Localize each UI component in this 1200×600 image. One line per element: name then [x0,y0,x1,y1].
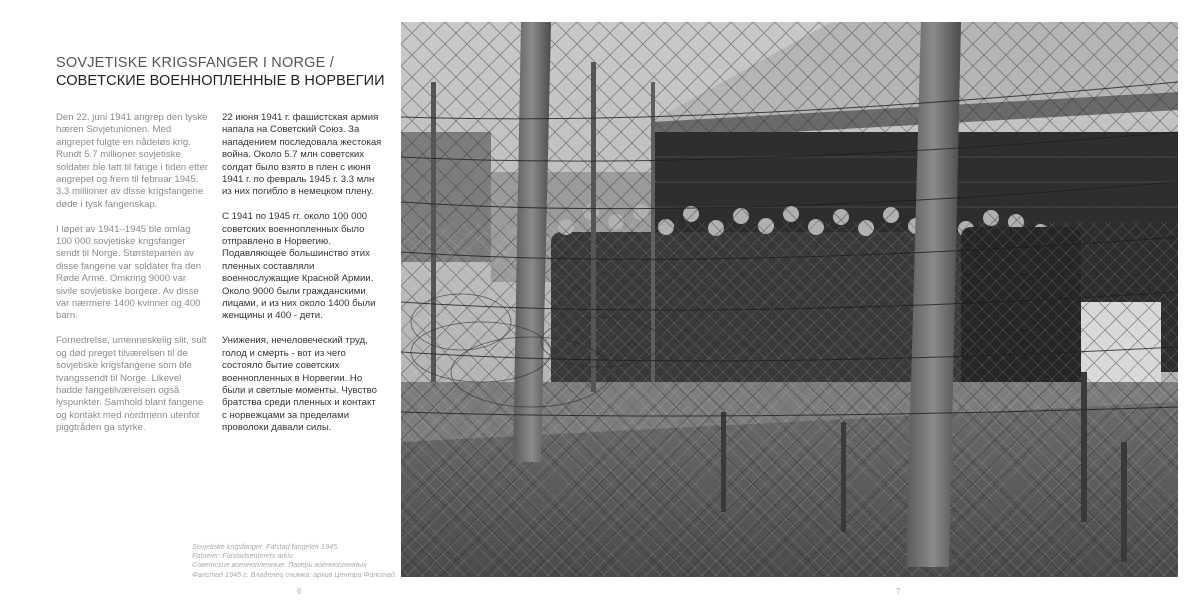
russian-text-column [222,112,382,447]
caption-line: Sovjetiske krigsfanger. Falstad fangeleir 1945. [192,542,340,551]
norwegian-paragraph: Fornedrelse, umenneskelig slit, sult og død preget tilværelsen til de sovjetiske krigsfangene som ble tvangssendt til Norge. Likevel hadde fangetilværelsen også lyspunkter. Samhold blant fangene og kontakt med nordmenn utenfor piggtråden ga styrke. [56,335,207,434]
norwegian-paragraph: Den 22. juni 1941 angrep den tyske hæren Sovjetunionen. Med angrepet fulgte en nådeløs krig. Rundt 5.7 millioner sovjetiske soldater ble tatt til fange i tiden etter angrepet og frem til februar 1945. 3.3 millioner av disse krigsfangene døde i tysk fangenskap. [56,112,208,210]
russian-paragraph: Унижения, нечеловеческий труд, голод и смерть - вот из чего состояло бытие советских военнопленных в Норвегии. Но были и светлые моменты. Чувство братства среди пленных и контакт с норвежцами за пределами проволоки давали силы. [222,335,377,434]
photo-caption [192,542,397,579]
russian-paragraph: С 1941 по 1945 гг. около 100 000 советских военнопленных было отправлено в Норвегию. Подавляющее большинство этих пленных составляли военнослужащие Красной Армии. Около 9000 были гражданскими лицами, и из них около 1400 были женщины и 400 - дети. [222,211,376,322]
title-norwegian: SOVJETISKE KRIGSFANGER I NORGE / [56,55,334,71]
caption-line: Fotoeier: Falstadsenterets arkiv. [192,551,295,561]
caption-line: Фалстад 1945 г. Владелец снимка: архив Центра Фалстад. [192,569,397,579]
page-title [56,54,396,90]
caption-line: Советские военнопленные. Лагерь военнопленных [192,560,367,570]
norwegian-text-column [56,112,208,447]
page-number-left: 6 [297,587,302,596]
prisoners-behind-barbed-wire-photo [401,22,1178,577]
russian-paragraph: 22 июня 1941 г. фашистская армия напала на Советский Союз. За нападением последовала жестокая война. Около 5.7 млн советских солдат было взято в плен с июня 1941 г. по февраль 1945 г. 3.3 млн из них погибло в немецком плену. [222,112,382,198]
title-russian: СОВЕТСКИЕ ВОЕННОПЛЕННЫЕ В НОРВЕГИИ [56,73,385,89]
page-number-right: 7 [896,587,901,596]
norwegian-paragraph: I løpet av 1941–1945 ble omlag 100 000 sovjetiske krigsfanger sendt til Norge. Størsteparten av disse fangene var soldater fra den Røde Armé. Omkring 9000 var sivile sovjetiske borgere. Av disse var nærmere 1400 kvinner og 400 barn. [56,223,202,322]
